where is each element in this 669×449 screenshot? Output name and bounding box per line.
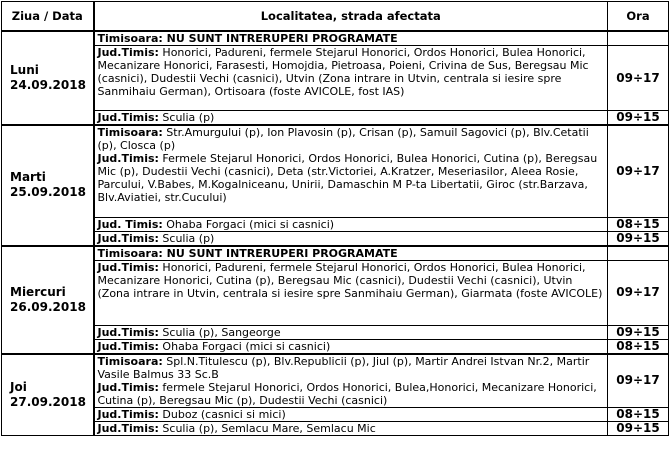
location-cell [94, 46, 608, 111]
location-cell [94, 354, 608, 408]
region-label: Timisoara: [97, 354, 163, 368]
day-cell [2, 246, 94, 354]
day-name: Miercuri [10, 284, 66, 299]
table-row [2, 260, 669, 325]
location-cell [94, 325, 608, 339]
location-cell [94, 421, 608, 435]
location-cell [94, 31, 608, 46]
region-label: Jud.Timis: [97, 260, 159, 274]
time-cell: 09÷15 [608, 111, 669, 126]
table-row [2, 325, 669, 339]
table-row [2, 31, 669, 46]
affected-areas: NU SUNT INTRERUPERI PROGRAMATE [162, 32, 398, 45]
location-cell [94, 111, 608, 126]
time-cell: 09÷17 [608, 46, 669, 111]
affected-areas: NU SUNT INTRERUPERI PROGRAMATE [162, 246, 398, 260]
affected-areas: Honorici, Padureni, fermele Stejarul Honorici, Ordos Honorici, Bulea Honorici, Mecanizare Honorici, Cutina (p), Beregsau Mic (casnici), Dudestii Vechi (casnici), Utvin (Zona intrare in Utvin, centrala si iesire spre Sanmihaiu German), Giarmata (foste AVICOLE) [97, 260, 603, 300]
affected-areas: Sculia (p) [158, 111, 215, 124]
time-cell [608, 246, 669, 261]
table-row [2, 421, 669, 435]
table-row [2, 217, 669, 231]
time-cell: 09÷17 [608, 354, 669, 408]
region-label: Jud.Timis: [97, 380, 159, 394]
affected-areas: Sculia (p), Sangeorge [158, 325, 281, 339]
outage-schedule-table [1, 1, 669, 436]
table-row [2, 231, 669, 246]
location-cell [94, 407, 608, 421]
header-time: Ora [608, 2, 669, 32]
region-label: Jud.Timis: [97, 111, 159, 124]
region-label: Jud.Timis: [97, 231, 159, 245]
time-cell: 09÷17 [608, 260, 669, 325]
day-name: Joi [10, 379, 27, 394]
header-day-date: Ziua / Data [2, 2, 94, 32]
time-cell: 08÷15 [608, 339, 669, 354]
region-label: Jud.Timis: [97, 325, 159, 339]
time-cell: 09÷15 [608, 231, 669, 246]
region-label: Timisoara: [97, 32, 163, 45]
location-cell [94, 246, 608, 261]
location-cell [94, 217, 608, 231]
location-cell [94, 339, 608, 354]
region-label: Timisoara: [97, 126, 163, 139]
schedule-body [2, 31, 669, 435]
affected-areas: Sculia (p), Semlacu Mare, Semlacu Mic [158, 421, 376, 435]
header-row [2, 2, 669, 32]
location-cell [94, 125, 608, 217]
location-cell [94, 231, 608, 246]
day-name: Luni [10, 63, 39, 77]
time-cell: 08÷15 [608, 217, 669, 231]
time-cell: 09÷15 [608, 421, 669, 435]
day-date: 27.09.2018 [10, 394, 86, 409]
affected-areas: fermele Stejarul Honorici, Ordos Honorici, Bulea,Honorici, Mecanizare Honorici, Cutina (p), Beregsau Mic (p), Dudestii Vechi (casnici) [97, 380, 597, 407]
day-date: 26.09.2018 [10, 299, 86, 314]
affected-areas: Ohaba Forgaci (mici si casnici) [158, 339, 331, 353]
affected-areas: Sculia (p) [158, 231, 215, 245]
day-date: 24.09.2018 [10, 78, 86, 92]
region-label: Jud.Timis: [97, 46, 159, 59]
day-date: 25.09.2018 [10, 185, 86, 200]
affected-areas: Ohaba Forgaci (mici si casnici) [162, 217, 335, 231]
time-cell: 09÷15 [608, 325, 669, 339]
affected-areas: Spl.N.Titulescu (p), Blv.Republicii (p), Jiul (p), Martir Andrei Istvan Nr.2, Martir Vasile Balmus 33 Sc.B [97, 354, 590, 381]
day-name: Marti [10, 170, 46, 185]
affected-areas: Duboz (casnici si mici) [158, 407, 286, 421]
table-row [2, 111, 669, 126]
time-cell [608, 31, 669, 46]
region-label: Jud.Timis: [97, 421, 159, 435]
affected-areas: Honorici, Padureni, fermele Stejarul Honorici, Ordos Honorici, Bulea Honorici, Mecanizare Honorici, Farasesti, Homojdia, Pietroasa, Poieni, Crivina de Sus, Beregsau Mic (casnici), Dudestii Vechi (casnici), Utvin (Zona intrare in Utvin, centrala si iesire spre Sanmihaiu German), Ortisoara (foste AVICOLE, fost IAS) [97, 46, 589, 98]
region-label: Jud.Timis: [97, 152, 159, 165]
time-cell: 09÷17 [608, 125, 669, 217]
table-row [2, 246, 669, 261]
region-label: Jud. Timis: [97, 217, 163, 231]
table-row [2, 339, 669, 354]
region-label: Jud.Timis: [97, 407, 159, 421]
region-label: Jud.Timis: [97, 339, 159, 353]
day-cell [2, 354, 94, 436]
day-cell [2, 31, 94, 125]
day-cell [2, 125, 94, 246]
table-row [2, 46, 669, 111]
table-row [2, 354, 669, 408]
region-label: Timisoara: [97, 246, 163, 260]
affected-areas: Str.Amurgului (p), Ion Plavosin (p), Crisan (p), Samuil Sagovici (p), Blv.Cetatii (p), Closca (p) [97, 126, 589, 152]
location-cell [94, 260, 608, 325]
time-cell: 08÷15 [608, 407, 669, 421]
header-location: Localitatea, strada afectata [94, 2, 608, 32]
table-row [2, 125, 669, 217]
table-row [2, 407, 669, 421]
affected-areas: Fermele Stejarul Honorici, Ordos Honorici, Bulea Honorici, Cutina (p), Beregsau Mic (p), Dudestii Vechi (casnici), Deta (str.Victoriei, A.Kratzer, Meseriasilor, Aleea Rosie, Parcului, V.Babes, M.Kogalniceanu, Unirii, Damaschin M P-ta Libertatii, Giroc (str.Barzava, Blv.Aviatiei, str.Cucului) [97, 152, 598, 204]
